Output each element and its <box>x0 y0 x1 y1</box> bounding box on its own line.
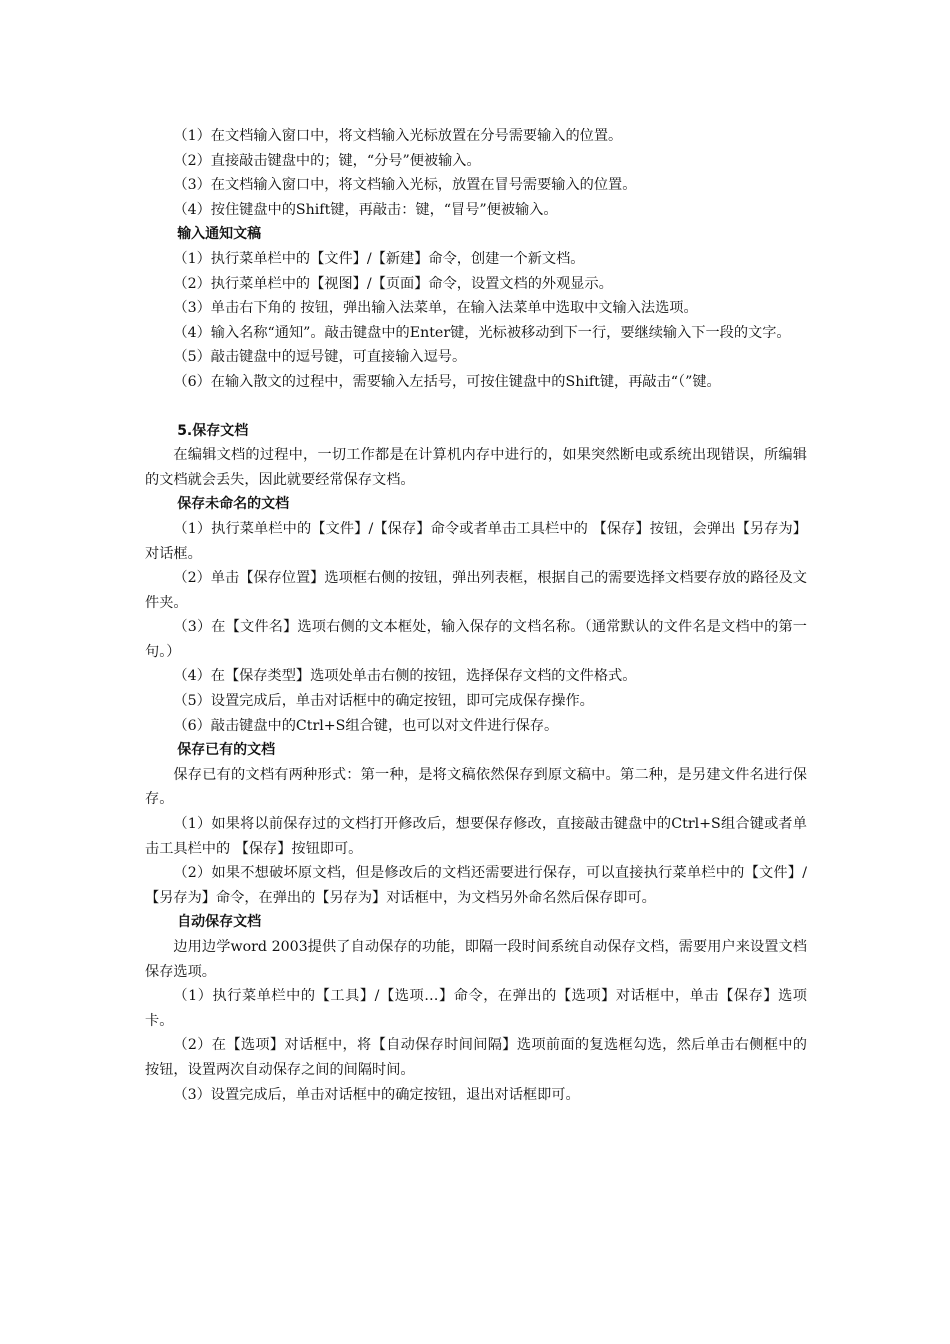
paragraph: （2）在【选项】对话框中，将【自动保存时间间隔】选项前面的复选框勾选，然后单击右侧框中的 按钮，设置两次自动保存之间的间隔时间。 <box>145 1037 807 1078</box>
paragraph: （6）敲击键盘中的Ctrl+S组合键，也可以对文件进行保存。 <box>173 717 559 734</box>
blank-line <box>145 395 807 419</box>
paragraph: 保存已有的文档有两种形式：第一种，是将文稿依然保存到原文稿中。第二种，是另建文件名进行保存。 <box>145 766 807 808</box>
paragraph: （3）在文档输入窗口中，将文档输入光标，放置在冒号需要输入的位置。 <box>173 177 637 194</box>
paragraph: （3）设置完成后，单击对话框中的确定按钮，退出对话框即可。 <box>173 1086 580 1103</box>
paragraph: （1）执行菜单栏中的【工具】/【选项…】命令，在弹出的【选项】对话框中，单击【保存】选项卡。 <box>145 988 807 1029</box>
paragraph: （6）在输入散文的过程中，需要输入左括号，可按住键盘中的Shift键，再敲击“（”键。 <box>173 373 721 390</box>
paragraph: （5）设置完成后，单击对话框中的确定按钮，即可完成保存操作。 <box>173 693 594 710</box>
paragraph: （1）如果将以前保存过的文档打开修改后，想要保存修改，直接敲击键盘中的Ctrl+S组合键或者单击工具栏中的 【保存】按钮即可。 <box>145 816 807 857</box>
paragraph: （5）敲击键盘中的逗号键，可直接输入逗号。 <box>173 349 467 366</box>
paragraph: 边用边学word 2003提供了自动保存的功能，即隔一段时间系统自动保存文档，需要用户来设置文档保存选项。 <box>145 939 807 980</box>
paragraph: （1）在文档输入窗口中，将文档输入光标放置在分号需要输入的位置。 <box>173 128 623 144</box>
paragraph: （3）在【文件名】选项右侧的文本框处，输入保存的文档名称。（通常默认的文件名是文档中的第一句。） <box>145 619 807 660</box>
section-heading: 保存已有的文档 <box>177 742 276 759</box>
paragraph: （1）执行菜单栏中的【文件】/【新建】命令，创建一个新文档。 <box>173 250 585 267</box>
paragraph: （1）执行菜单栏中的【文件】/【保存】命令或者单击工具栏中的 【保存】按钮，会弹出【另存为】对话框。 <box>145 520 807 562</box>
paragraph: （4）输入名称“通知”。敲击键盘中的Enter键，光标被移动到下一行，要继续输入下一段的文字。 <box>173 324 791 341</box>
paragraph: （2）如果不想破坏原文档，但是修改后的文档还需要进行保存，可以直接执行菜单栏中的【文件】/【另存为】命令，在弹出的【另存为】对话框中，为文档另外命名然后保存即可。 <box>145 865 807 906</box>
section-heading: 自动保存文档 <box>177 914 262 931</box>
section-heading: 输入通知文稿 <box>177 226 262 243</box>
paragraph: （2）执行菜单栏中的【视图】/【页面】命令，设置文档的外观显示。 <box>173 275 613 292</box>
section-heading: 保存未命名的文档 <box>177 496 290 513</box>
paragraph: （2）单击【保存位置】选项框右侧的按钮，弹出列表框，根据自己的需要选择文档要存放的路径及文件夹。 <box>145 570 807 611</box>
paragraph: （3）单击右下角的 按钮，弹出输入法菜单，在输入法菜单中选取中文输入法选项。 <box>173 300 698 317</box>
paragraph: （2）直接敲击键盘中的；键，“分号”便被输入。 <box>173 152 481 169</box>
section-heading: 5.保存文档 <box>177 422 249 439</box>
document-page <box>145 124 807 1107</box>
paragraph: 在编辑文档的过程中，一切工作都是在计算机内存中进行的，如果突然断电或系统出现错误，所编辑的文档就会丢失，因此就要经常保存文档。 <box>145 447 807 488</box>
paragraph: （4）在【保存类型】选项处单击右侧的按钮，选择保存文档的文件格式。 <box>173 668 637 685</box>
paragraph: （4）按住键盘中的Shift键，再敲击：键，“冒号”便被输入。 <box>173 201 558 218</box>
